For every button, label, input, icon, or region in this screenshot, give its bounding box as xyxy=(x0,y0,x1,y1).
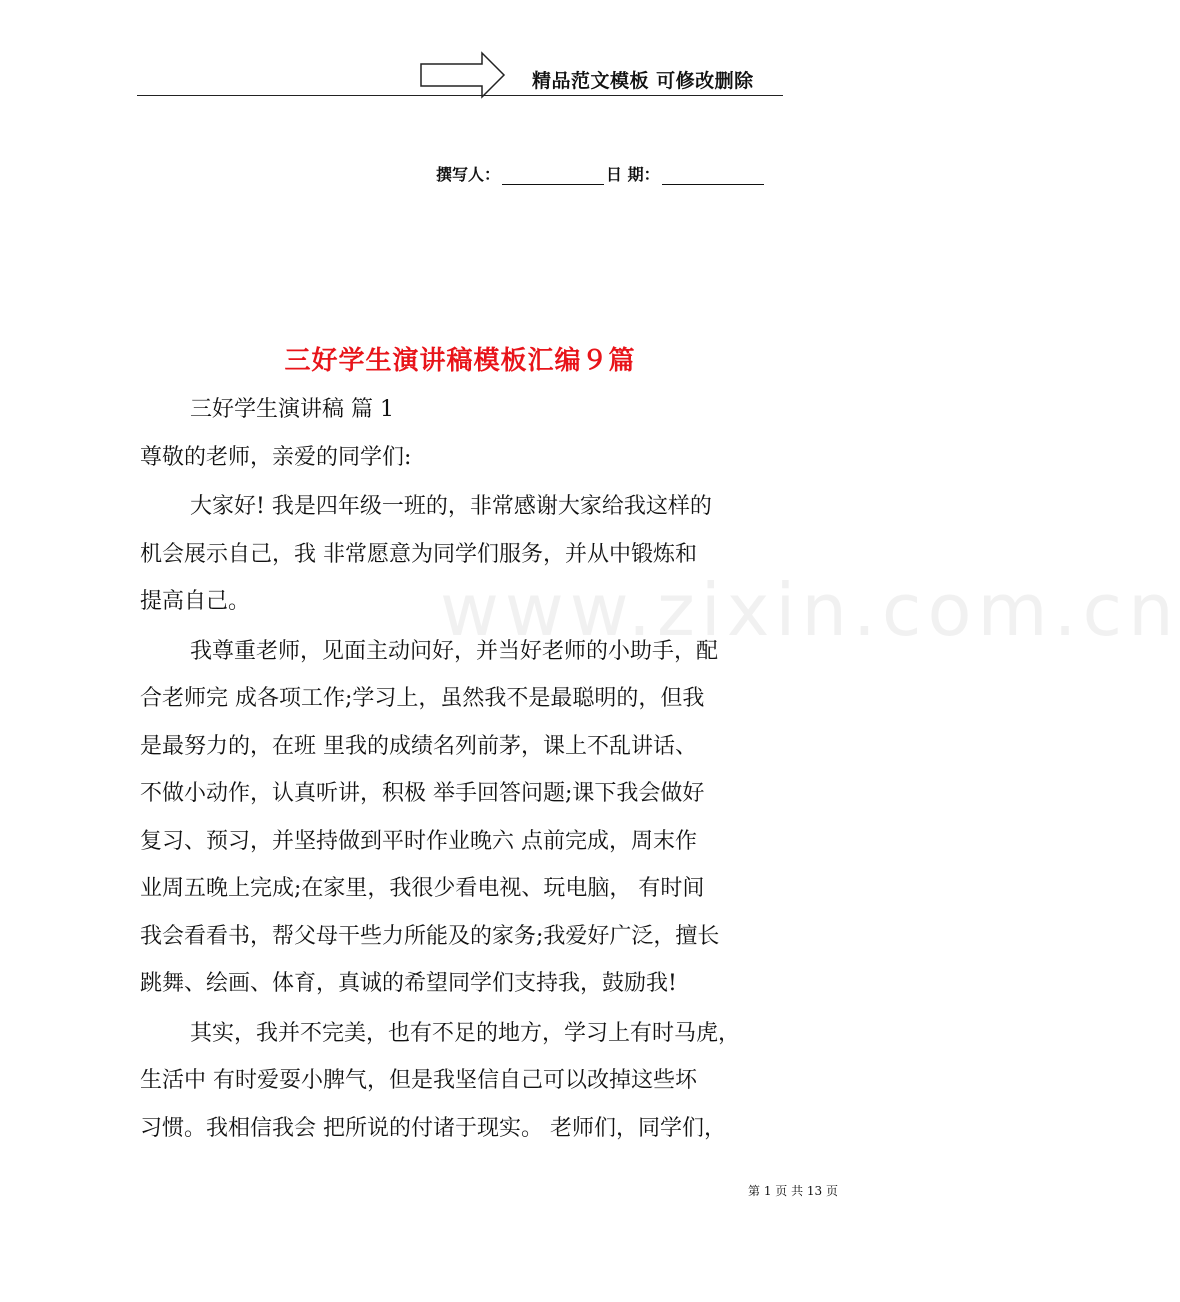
paragraph-line: 机会展示自己，我 非常愿意为同学们服务，并从中锻炼和 xyxy=(140,541,697,567)
date-blank xyxy=(662,168,764,185)
paragraph-line: 我会看看书，帮父母干些力所能及的家务;我爱好广泛，擅长 xyxy=(140,923,720,949)
author-label: 撰写人： xyxy=(436,165,501,184)
paragraph-line: 大家好! 我是四年级一班的，非常感谢大家给我这样的 xyxy=(190,494,712,519)
paragraph-line: 提高自己。 xyxy=(140,589,251,614)
paragraph-line: 习惯。我相信我会 把所说的付诸于现实。 老师们，同学们， xyxy=(140,1115,726,1141)
paragraph-line: 业周五晚上完成;在家里，我很少看电视、玩电脑， 有时间 xyxy=(140,876,705,901)
arrow-right-icon xyxy=(420,52,506,98)
author-date-line xyxy=(436,162,766,185)
paragraph-2 xyxy=(140,628,785,1008)
date-label: 日 期： xyxy=(606,165,660,184)
paragraph-line: 复习、预习，并坚持做到平时作业晚六 点前完成，周末作 xyxy=(140,828,697,854)
section-heading: 三好学生演讲稿 篇 1 xyxy=(190,397,394,422)
paragraph-line: 其实，我并不完美，也有不足的地方，学习上有时马虎， xyxy=(190,1020,741,1046)
paragraph-3 xyxy=(140,1010,785,1153)
paragraph-line: 跳舞、绘画、体育，真诚的希望同学们支持我，鼓励我! xyxy=(140,971,677,996)
document-body xyxy=(140,386,785,1152)
paragraph-line: 生活中 有时爱耍小脾气，但是我坚信自己可以改掉这些坏 xyxy=(140,1068,697,1093)
header-label: 精品范文模板 可修改删除 xyxy=(532,70,754,92)
watermark: www.zixin.com.cn xyxy=(440,568,1180,652)
salutation: 尊敬的老师，亲爱的同学们: xyxy=(140,444,412,470)
paragraph-line: 合老师完 成各项工作;学习上，虽然我不是最聪明的，但我 xyxy=(140,686,705,711)
author-blank xyxy=(502,168,604,185)
paragraph-line: 不做小动作，认真听讲，积极 举手回答问题;课下我会做好 xyxy=(140,781,705,806)
paragraph-1 xyxy=(140,483,785,626)
page-number: 第 1 页 共 13 页 xyxy=(748,1184,838,1198)
paragraph-line: 我尊重老师，见面主动问好，并当好老师的小助手，配 xyxy=(190,638,719,664)
document-title: 三好学生演讲稿模板汇编９篇 xyxy=(284,346,636,376)
paragraph-line: 是最努力的，在班 里我的成绩名列前茅，课上不乱讲话、 xyxy=(140,733,697,759)
